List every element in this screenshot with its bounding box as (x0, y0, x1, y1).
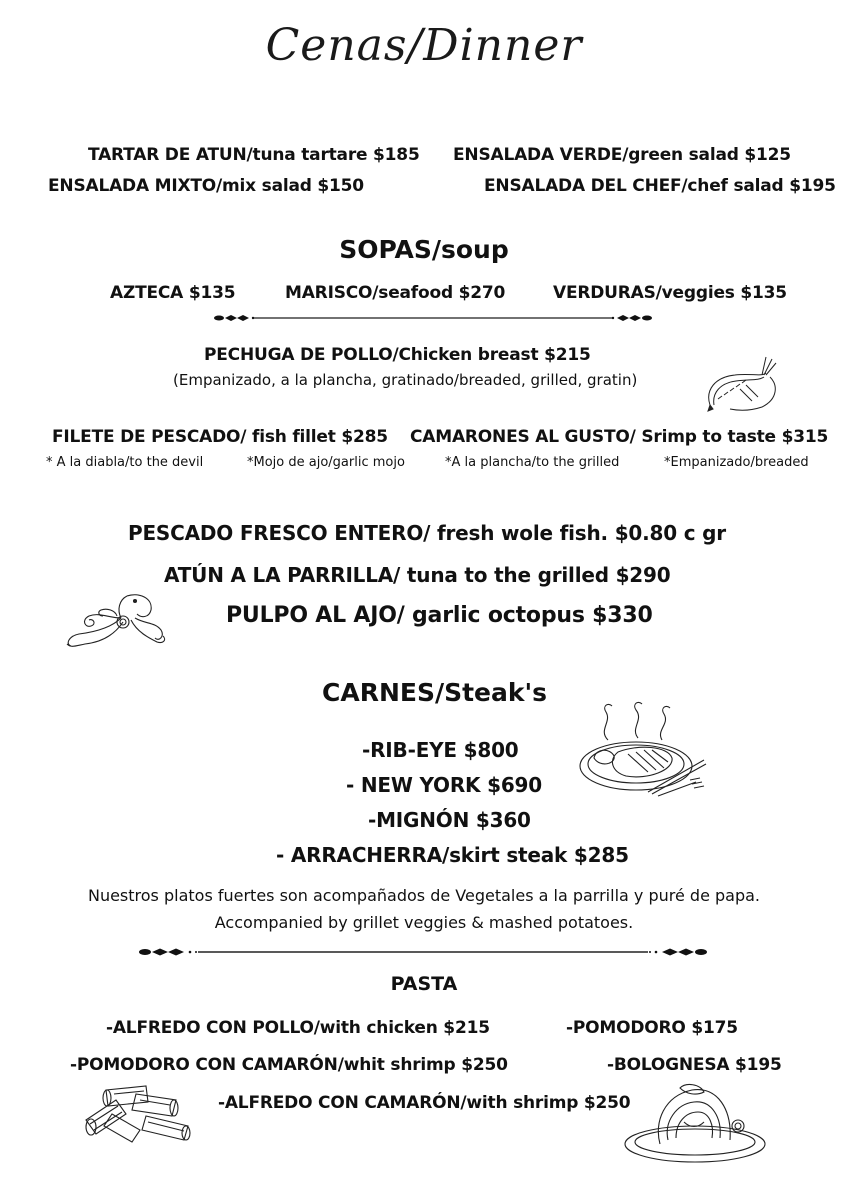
menu-item-tuna-tartare: TARTAR DE ATUN/tuna tartare $185 (88, 145, 420, 165)
menu-item-fish-fillet: FILETE DE PESCADO/ fish fillet $285 (52, 427, 388, 447)
menu-item-alfredo-shrimp: -ALFREDO CON CAMARÓN/with shrimp $250 (218, 1093, 631, 1113)
menu-title: Cenas/Dinner (265, 20, 583, 71)
menu-item-chef-salad: ENSALADA DEL CHEF/chef salad $195 (484, 176, 836, 196)
menu-item-grilled-tuna: ATÚN A LA PARRILLA/ tuna to the grilled $290 (164, 563, 671, 587)
prep-option-grilled: *A la plancha/to the grilled (445, 455, 620, 470)
menu-item-mignon: -MIGNÓN $360 (368, 808, 531, 832)
menu-item-rib-eye: -RIB-EYE $800 (362, 738, 519, 762)
menu-item-skirt-steak: - ARRACHERRA/skirt steak $285 (276, 843, 629, 867)
accompaniment-note-en: Accompanied by grillet veggies & mashed potatoes. (214, 913, 634, 932)
menu-item-whole-fish: PESCADO FRESCO ENTERO/ fresh wole fish. $0.80 c gr (128, 521, 726, 545)
menu-item-azteca-soup: AZTECA $135 (110, 283, 236, 303)
octopus-illustration (55, 588, 175, 653)
section-heading-soups: SOPAS/soup (339, 235, 509, 264)
menu-item-new-york: - NEW YORK $690 (346, 773, 542, 797)
menu-item-pomodoro-shrimp: -POMODORO CON CAMARÓN/whit shrimp $250 (70, 1055, 508, 1075)
spaghetti-plate-illustration (620, 1082, 770, 1167)
prep-option-breaded: *Empanizado/breaded (664, 455, 809, 470)
section-heading-steaks: CARNES/Steak's (322, 678, 548, 707)
menu-item-veggie-soup: VERDURAS/veggies $135 (553, 283, 787, 303)
shrimp-illustration (700, 355, 780, 415)
menu-item-shrimp-to-taste: CAMARONES AL GUSTO/ Srimp to taste $315 (410, 427, 829, 447)
menu-item-alfredo-chicken: -ALFREDO CON POLLO/with chicken $215 (106, 1018, 490, 1038)
menu-item-green-salad: ENSALADA VERDE/green salad $125 (453, 145, 791, 165)
prep-option-garlic-mojo: *Mojo de ajo/garlic mojo (247, 455, 405, 470)
chicken-preparation-options: (Empanizado, a la plancha, gratinado/breaded, grilled, gratin) (173, 371, 638, 389)
ornamental-divider (138, 946, 708, 958)
steak-plate-illustration (578, 700, 708, 800)
section-heading-pasta: PASTA (390, 973, 458, 995)
menu-item-seafood-soup: MARISCO/seafood $270 (285, 283, 506, 303)
menu-item-chicken-breast: PECHUGA DE POLLO/Chicken breast $215 (204, 345, 591, 365)
accompaniment-note-es: Nuestros platos fuertes son acompañados de Vegetales a la parrilla y puré de papa. (87, 886, 761, 905)
menu-item-bolognesa: -BOLOGNESA $195 (607, 1055, 782, 1075)
menu-item-pomodoro: -POMODORO $175 (566, 1018, 738, 1038)
ornamental-divider (213, 312, 653, 324)
menu-item-garlic-octopus: PULPO AL AJO/ garlic octopus $330 (226, 603, 653, 628)
prep-option-devil: * A la diabla/to the devil (46, 455, 204, 470)
penne-pasta-illustration (66, 1080, 201, 1145)
menu-item-mix-salad: ENSALADA MIXTO/mix salad $150 (48, 176, 364, 196)
